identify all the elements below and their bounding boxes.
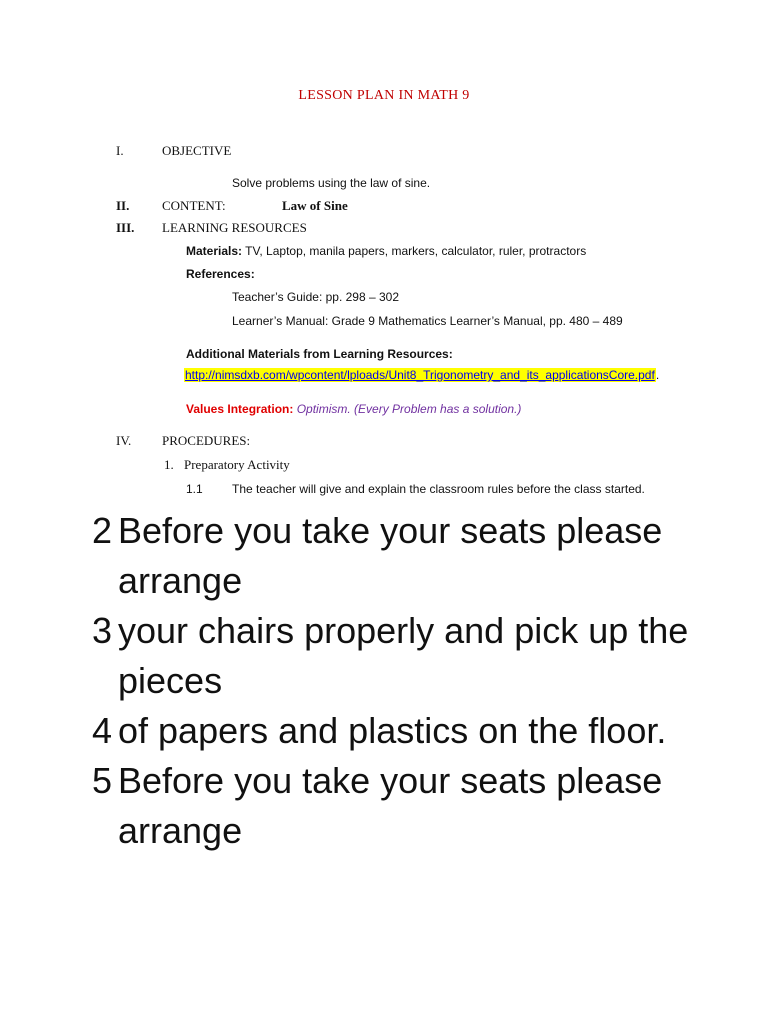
learners-manual-ref: Learner’s Manual: Grade 9 Mathematics Learner’s Manual, pp. 480 – 489 [232, 314, 623, 328]
large-line-item [92, 756, 762, 856]
line-number: 4 [92, 710, 113, 751]
large-numbered-lines [92, 506, 762, 856]
references-label: References: [186, 267, 255, 281]
line-number: 2 [92, 510, 113, 551]
objective-heading: OBJECTIVE [162, 143, 232, 158]
line-text: your chairs properly and pick up the pieces [118, 610, 689, 701]
procedures-heading: PROCEDURES: [162, 433, 251, 448]
additional-materials-label: Additional Materials from Learning Resources: [186, 347, 453, 361]
document-title: LESSON PLAN IN MATH 9 [298, 88, 470, 103]
resource-link-suffix: . [655, 368, 660, 382]
large-line-item [92, 706, 762, 756]
materials-line [186, 244, 586, 258]
values-label: Values Integration: [186, 402, 294, 416]
large-line-item [92, 506, 762, 606]
large-line-item [92, 606, 762, 706]
teachers-guide-ref: Teacher’s Guide: pp. 298 – 302 [232, 290, 400, 304]
materials-label: Materials: [186, 244, 243, 258]
content-heading: CONTENT: [162, 198, 226, 213]
values-integration-line [186, 402, 521, 416]
materials-text: TV, Laptop, manila papers, markers, calculator, ruler, protractors [242, 244, 587, 258]
line-text: Before you take your seats please arrange [118, 510, 663, 601]
line-number: 3 [92, 610, 113, 651]
resources-heading: LEARNING RESOURCES [162, 220, 307, 235]
line-text: of papers and plastics on the floor. [118, 710, 667, 751]
content-numeral: II. [116, 198, 130, 213]
item-1-1-text: The teacher will give and explain the classroom rules before the class started. [232, 482, 645, 496]
content-value: Law of Sine [282, 198, 348, 213]
preparatory-heading: Preparatory Activity [184, 457, 290, 472]
resource-link-line [184, 368, 659, 382]
values-text: Optimism. (Every Problem has a solution.) [293, 402, 522, 416]
line-number: 5 [92, 760, 113, 801]
procedures-numeral: IV. [116, 433, 132, 448]
line-text: Before you take your seats please arrange [118, 760, 663, 851]
resources-numeral: III. [116, 220, 135, 235]
objective-numeral: I. [116, 143, 124, 158]
resource-link[interactable]: http://nimsdxb.com/wpcontent/lploads/Unit8_Trigonometry_and_its_applicationsCore.pdf [185, 368, 655, 382]
preparatory-numeral: 1. [164, 457, 174, 472]
objective-text: Solve problems using the law of sine. [232, 176, 431, 190]
item-1-1-number: 1.1 [186, 482, 203, 496]
